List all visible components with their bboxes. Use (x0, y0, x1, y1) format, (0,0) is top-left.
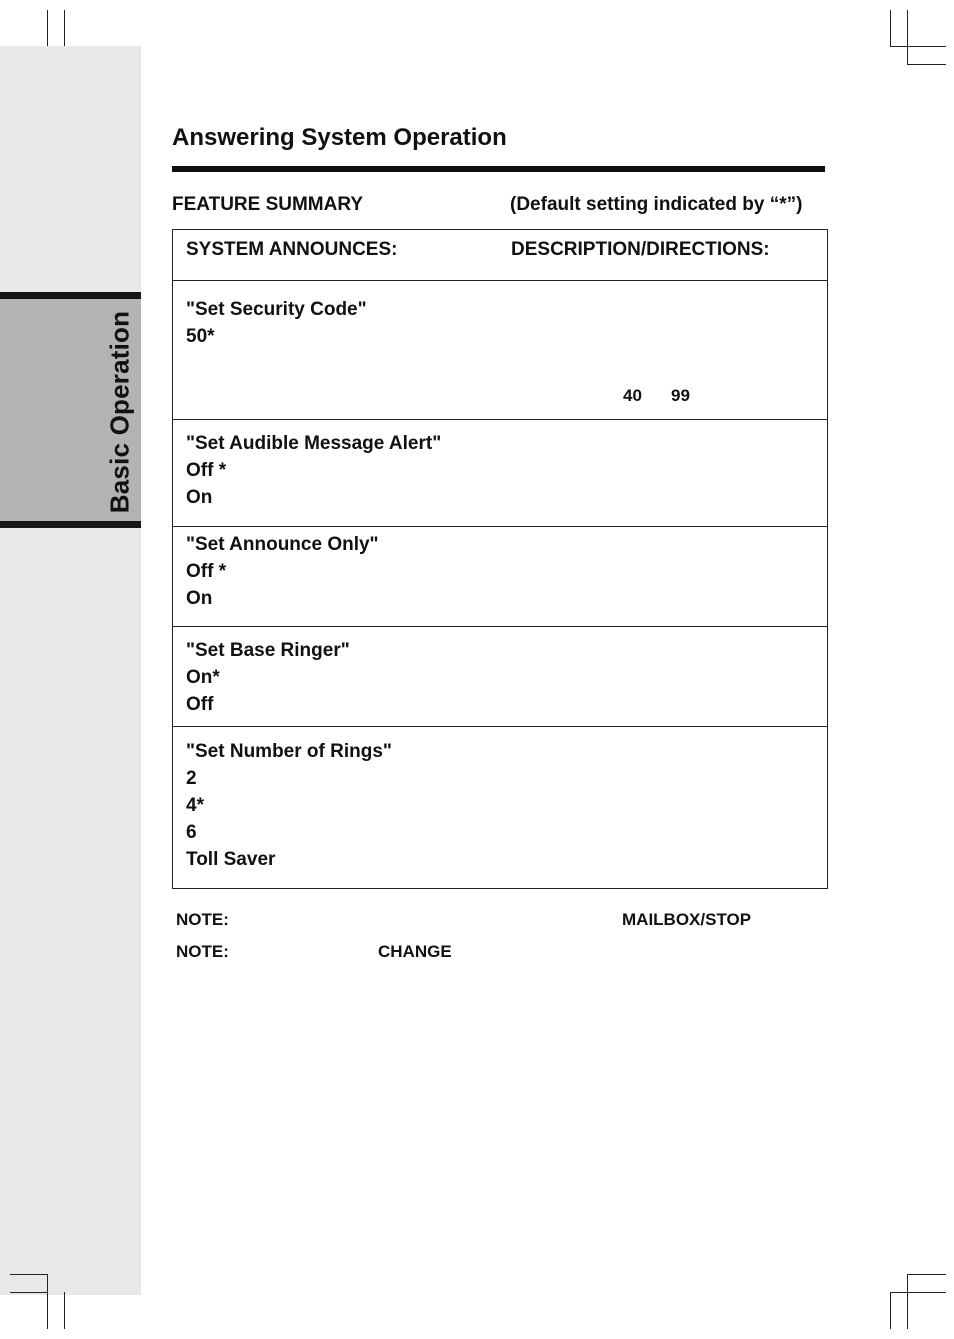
crop-mark (907, 1274, 946, 1275)
table-row (173, 420, 827, 527)
feature-entry (186, 531, 379, 612)
feature-title: "Set Security Code" (186, 299, 367, 320)
security-code-min: 40 (623, 386, 642, 405)
security-code-max: 99 (671, 386, 690, 405)
feature-entry (186, 296, 367, 350)
table-row (173, 627, 827, 727)
default-setting-note: (Default setting indicated by “*”) (510, 194, 803, 215)
note-key-mailbox-stop: MAILBOX/STOP (622, 910, 752, 929)
crop-mark (890, 1292, 891, 1329)
feature-option: On (186, 588, 213, 609)
side-margin (0, 46, 141, 1295)
feature-summary-label: FEATURE SUMMARY (172, 194, 364, 215)
crop-mark (907, 10, 908, 64)
crop-mark (890, 10, 891, 47)
feature-entry (186, 637, 350, 718)
crop-mark (10, 1274, 48, 1275)
crop-mark (907, 1274, 908, 1329)
column-header-description: DESCRIPTION/DIRECTIONS: (511, 239, 770, 260)
crop-mark (47, 1274, 48, 1329)
feature-option: On* (186, 667, 220, 688)
note-key-change: CHANGE (378, 942, 452, 961)
feature-option: 2 (186, 768, 197, 789)
column-header-system-announces: SYSTEM ANNOUNCES: (186, 239, 398, 260)
crop-mark (890, 46, 946, 47)
feature-option: 50* (186, 326, 215, 347)
crop-mark (10, 1292, 48, 1293)
feature-title: "Set Announce Only" (186, 534, 379, 555)
table-row (173, 727, 827, 888)
note-label: NOTE: (176, 942, 229, 961)
feature-title: "Set Audible Message Alert" (186, 433, 442, 454)
feature-title: "Set Number of Rings" (186, 741, 392, 762)
note-label: NOTE: (176, 910, 229, 929)
feature-option: Off * (186, 561, 227, 582)
crop-mark (64, 10, 65, 47)
page-title: Answering System Operation (172, 124, 507, 151)
title-rule (172, 166, 825, 172)
feature-option: Off (186, 694, 214, 715)
feature-option: On (186, 487, 213, 508)
feature-option: Toll Saver (186, 849, 276, 870)
table-header-row (173, 230, 827, 281)
feature-option: 6 (186, 822, 197, 843)
feature-title: "Set Base Ringer" (186, 640, 350, 661)
crop-mark (64, 1292, 65, 1329)
feature-option: 4* (186, 795, 204, 816)
feature-entry (186, 738, 392, 873)
table-row (173, 281, 827, 420)
feature-entry (186, 430, 441, 511)
section-tab-label: Basic Operation (104, 310, 135, 514)
feature-table (172, 229, 828, 889)
crop-mark (907, 64, 946, 65)
table-row (173, 527, 827, 627)
crop-mark (890, 1292, 946, 1293)
feature-option: Off * (186, 460, 227, 481)
